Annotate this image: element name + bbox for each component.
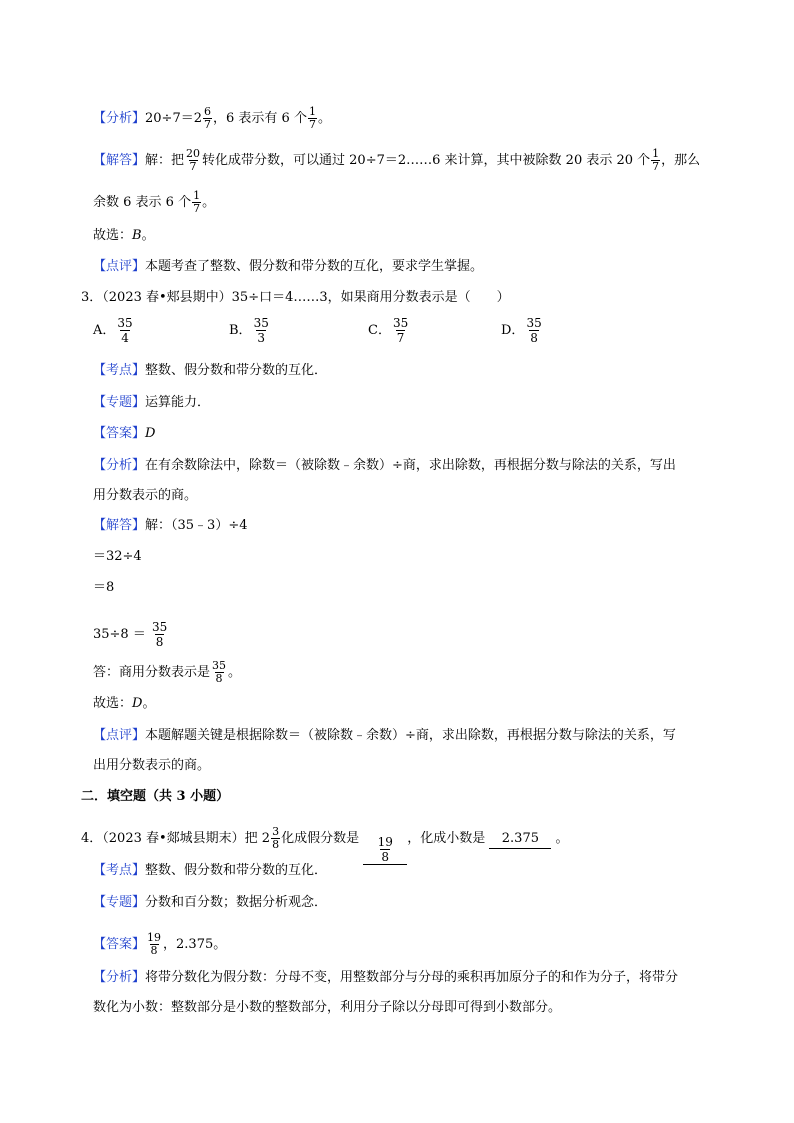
fraction: $\frac{1}{7}$: [652, 147, 660, 173]
q2-comment: 【点评】本题考查了整数、假分数和带分数的互化，要求学生掌握。: [93, 259, 484, 274]
fraction: $\frac{20}{7}$: [186, 147, 201, 173]
q3-comment-line2: 出用分数表示的商。: [93, 758, 211, 773]
q4-analysis: 【分析】将带分数化为假分数：分母不变，用整数部分与分母的乘积再加原分子的和作为分子，将带分: [93, 970, 679, 985]
comment-tag: 【点评】: [93, 259, 146, 274]
q3-topic: 【专题】运算能力．: [93, 395, 211, 410]
q4-stem: 4．（2023 春•郯城县期末）把 2 $\frac{3}{8}$ 化成假分数是 $\frac{19}{8}$ ，化成小数是 2.375 。: [81, 825, 569, 864]
q3-choice: 故选：D。: [93, 696, 156, 711]
q3-option-a: A． $\frac{35}{4}$: [93, 316, 133, 345]
q3-comment: 【点评】本题解题关键是根据除数＝（被除数﹣余数）÷商，求出除数，再根据分数与除法的关系，写: [93, 728, 676, 743]
q3-knowledge-point: 【考点】整数、假分数和带分数的互化．: [93, 363, 328, 378]
answer-blank-2: 2.375: [489, 830, 551, 849]
q2-choice: 故选：B。: [93, 228, 155, 243]
fraction: $\frac{35}{8}$: [526, 316, 542, 345]
q2-solution-line2: 余数 6 表示 6 个 $\frac{1}{7}$ 。: [93, 189, 216, 215]
fraction: $\frac{35}{8}$: [212, 659, 227, 685]
q3-solution-line4: 35÷8 ＝ $\frac{35}{8}$: [93, 620, 168, 649]
q3-option-c: C． $\frac{35}{7}$: [368, 316, 409, 345]
fraction: $\frac{35}{8}$: [151, 620, 168, 649]
q4-topic: 【专题】分数和百分数；数据分析观念．: [93, 895, 328, 910]
q3-analysis-line2: 用分数表示的商。: [93, 488, 198, 503]
section-heading: 二．填空题（共 3 小题）: [81, 789, 230, 804]
fraction: $\frac{35}{4}$: [117, 316, 133, 345]
q3-solution-line3: ＝8: [93, 580, 115, 595]
q3-solution-line2: ＝32÷4: [93, 549, 142, 564]
q3-option-d: D． $\frac{35}{8}$: [501, 316, 542, 345]
q2-analysis: 【分析】20÷7＝2 $\frac{6}{7}$ ，6 表示有 6 个 $\frac{1}{7}$ 。: [93, 105, 331, 131]
answer-blank-1: $\frac{19}{8}$: [363, 830, 407, 865]
q4-analysis-line2: 数化为小数：整数部分是小数的整数部分，利用分子除以分母即可得到小数部分。: [93, 1000, 562, 1015]
fraction: $\frac{1}{7}$: [193, 189, 201, 215]
fraction: $\frac{35}{3}$: [253, 316, 269, 345]
q3-option-b: B． $\frac{35}{3}$: [229, 316, 269, 345]
fraction: $\frac{3}{8}$: [272, 825, 280, 851]
q3-analysis: 【分析】在有余数除法中，除数＝（被除数﹣余数）÷商，求出除数，再根据分数与除法的关系，写出: [93, 458, 676, 473]
q4-knowledge-point: 【考点】整数、假分数和带分数的互化．: [93, 863, 328, 878]
q3-stem: 3．（2023 春•郏县期中）35÷口＝4……3，如果商用分数表示是（ ）: [81, 290, 510, 305]
fraction: $\frac{1}{7}$: [308, 105, 316, 131]
q3-answer: 【答案】D: [93, 426, 156, 441]
solution-tag: 【解答】: [93, 153, 146, 168]
q2-solution: 【解答】解：把 $\frac{20}{7}$ 转化成带分数，可以通过 20÷7＝2……6 来计算，其中被除数 20 表示 20 个 $\frac{1}{7}$ ，那么: [93, 147, 701, 173]
fraction: $\frac{35}{7}$: [392, 316, 409, 345]
analysis-tag: 【分析】: [93, 111, 146, 126]
fraction: $\frac{19}{8}$: [147, 931, 162, 957]
fraction: $\frac{6}{7}$: [204, 105, 211, 131]
q4-answer: 【答案】 $\frac{19}{8}$ ，2.375。: [93, 931, 227, 957]
q3-reply: 答：商用分数表示是 $\frac{35}{8}$ 。: [93, 659, 242, 685]
q3-solution: 【解答】解：（35﹣3）÷4: [93, 518, 248, 533]
